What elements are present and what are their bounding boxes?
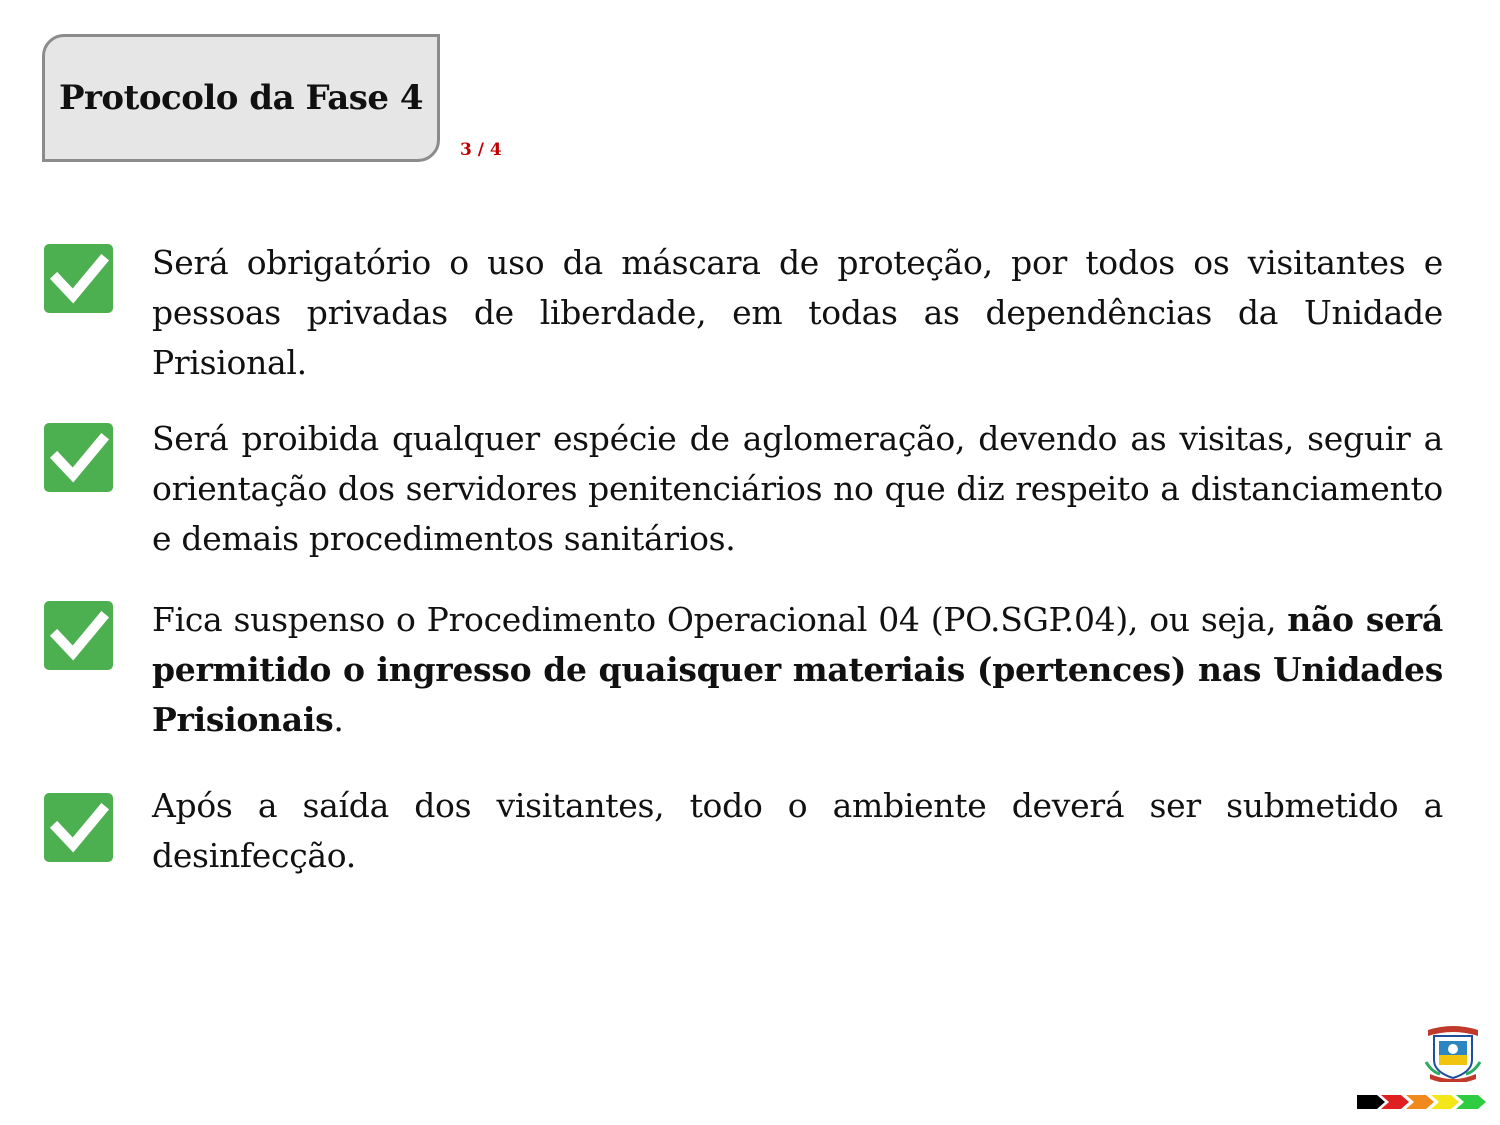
phase-arrows (1357, 1094, 1487, 1110)
coat-of-arms-icon (1424, 1022, 1482, 1082)
item-text: Será proibida qualquer espécie de aglomeração, devendo as visitas, seguir a orientação dos servidores penitenciários no que diz respeito a distanciamento e demais procedimentos sanitários. (152, 419, 1443, 558)
item-text: Após a saída dos visitantes, todo o ambiente deverá ser submetido a desinfecção. (152, 786, 1443, 875)
item-text-regular: Fica suspenso o Procedimento Operacional 04 (PO.SGP.04), ou seja, (152, 600, 1288, 639)
checkbox-checked-icon (44, 793, 113, 862)
page-title: Protocolo da Fase 4 (58, 78, 424, 118)
checkbox-checked-icon (44, 423, 113, 492)
item-text-bold: não será permitido o ingresso de quaisquer materiais (pertences) nas Unidades Prisionais (152, 600, 1443, 739)
checkbox-checked-icon (44, 244, 113, 313)
item-text (152, 595, 1443, 745)
item-text-end: . (333, 700, 344, 739)
page-indicator: 3 / 4 (460, 140, 502, 160)
title-box (42, 34, 440, 162)
checkbox-checked-icon (44, 601, 113, 670)
item-text: Será obrigatório o uso da máscara de proteção, por todos os visitantes e pessoas privadas de liberdade, em todas as dependências da Unidade Prisional. (152, 243, 1443, 382)
